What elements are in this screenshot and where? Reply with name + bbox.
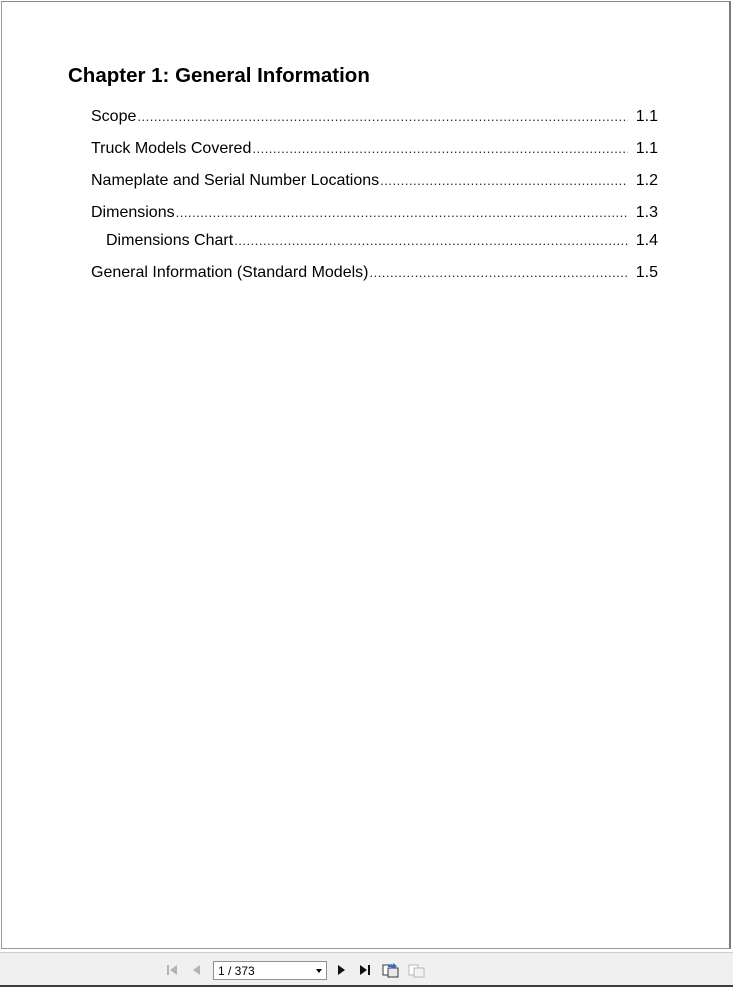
chevron-down-icon[interactable] [315, 966, 323, 975]
back-view-button[interactable] [382, 962, 400, 978]
toc-entry-label: Dimensions [91, 204, 175, 221]
toc-entry[interactable] [91, 140, 658, 158]
toc-dot-leader [252, 141, 627, 156]
toc-dot-leader [137, 109, 627, 124]
page-number-select[interactable] [213, 961, 327, 980]
last-page-button[interactable] [356, 962, 374, 978]
toc-entry-label: Nameplate and Serial Number Locations [91, 172, 380, 189]
toc-entry-page: 1.5 [635, 264, 658, 281]
document-page [1, 1, 731, 949]
page-navigation-toolbar [0, 952, 733, 987]
toc-dot-leader [369, 265, 627, 280]
toc-entry[interactable] [91, 264, 658, 282]
toc-subentry[interactable] [106, 232, 658, 250]
last-page-icon [357, 963, 373, 977]
toc-entry-label: Scope [91, 108, 137, 125]
forward-view-icon [408, 962, 426, 978]
toc-dot-leader [380, 173, 628, 188]
next-page-icon [334, 963, 348, 977]
toc-entry-label: General Information (Standard Models) [91, 264, 369, 281]
previous-page-icon [190, 963, 204, 977]
toc-entry-page: 1.3 [635, 204, 658, 221]
toc-entry-page: 1.1 [635, 140, 658, 157]
toc-entry-label: Dimensions Chart [106, 232, 234, 249]
page-indicator: 1 / 373 [218, 963, 255, 978]
forward-view-button[interactable] [408, 962, 426, 978]
next-page-button[interactable] [332, 962, 350, 978]
first-page-icon [165, 963, 181, 977]
toc-entry-page: 1.4 [635, 232, 658, 249]
toc-entry[interactable] [91, 108, 658, 126]
first-page-button[interactable] [164, 962, 182, 978]
previous-page-button[interactable] [188, 962, 206, 978]
chapter-title: Chapter 1: General Information [68, 64, 370, 87]
toc-dot-leader [176, 205, 628, 220]
toc-entry-page: 1.2 [635, 172, 658, 189]
toc-entry-label: Truck Models Covered [91, 140, 252, 157]
toc-entry[interactable] [91, 172, 658, 190]
toc-entry[interactable] [91, 204, 658, 222]
toc-entry-page: 1.1 [635, 108, 658, 125]
back-view-icon [382, 962, 400, 978]
toc-dot-leader [234, 233, 628, 248]
